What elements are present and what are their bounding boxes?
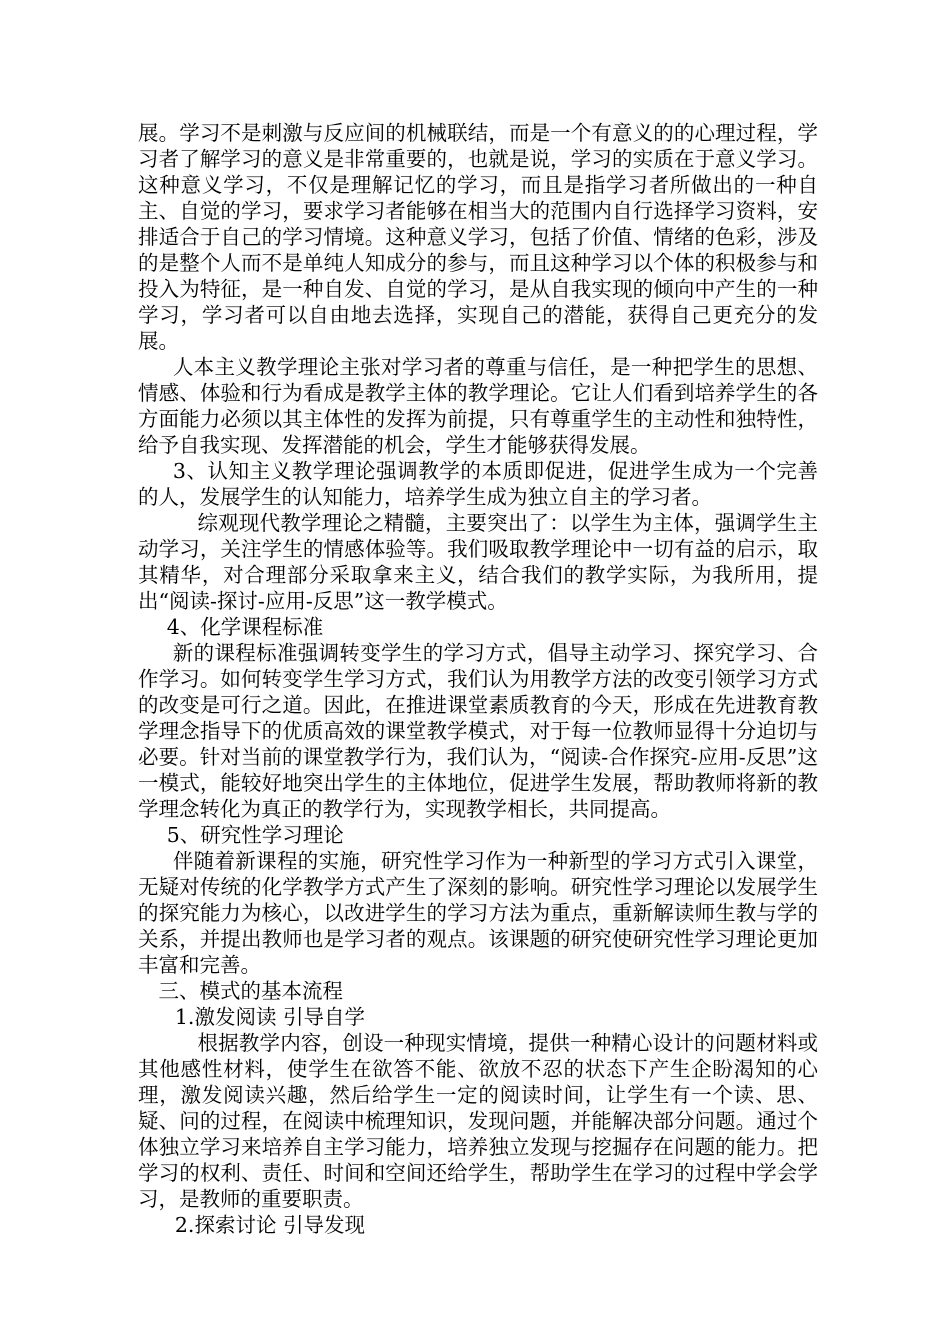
- subheading-step-2: 2.探索讨论 引导发现: [174, 1213, 365, 1237]
- heading-chemistry-curriculum-standard: 4、化学课程标准: [166, 615, 324, 639]
- paragraph-humanism-meaningful-learning: 展。学习不是刺激与反应间的机械联结，而是一个有意义的的心理过程，学习者了解学习的意义是非常重要的，也就是说，学习的实质在于意义学习。这种意义学习，不仅是理解记忆的学习，而且是指学习者所做出的一种自主、自觉的学习，要求学习者能够在相当大的范围内自行选择学习资料，安排适合于自己的学习情境。这种意义学习，包括了价值、情绪的色彩，涉及的是整个人而不是单纯人知成分的参与，而且这种学习以个体的积极参与和投入为特征，是一种自发、自觉的学习，是从自我实现的倾向中产生的一种学习，学习者可以自由地去选择，实现自己的潜能，获得自己更充分的发展。: [138, 121, 818, 353]
- subheading-step-1: 1.激发阅读 引导自学: [174, 1005, 365, 1029]
- paragraph-humanism-teaching-theory: 人本主义教学理论主张对学习者的尊重与信任，是一种把学生的思想、情感、体验和行为看成是教学主体的教学理论。它让人们看到培养学生的各方面能力必须以其主体性的发挥为前提，只有尊重学生的主动性和独特性，给予自我实现、发挥潜能的机会，学生才能够获得发展。: [138, 355, 818, 457]
- heading-basic-process: 三、模式的基本流程: [158, 979, 343, 1003]
- document-page: [138, 120, 818, 1238]
- paragraph-modern-teaching-summary: 综观现代教学理论之精髓，主要突出了：以学生为主体，强调学生主动学习，关注学生的情感体验等。我们吸取教学理论中一切有益的启示，取其精华，对合理部分采取拿来主义，结合我们的教学实际，为我所用，提出“阅读-探讨-应用-反思”这一教学模式。: [138, 511, 818, 613]
- heading-research-learning-theory: 5、研究性学习理论: [166, 823, 344, 847]
- paragraph-step-1: 根据教学内容，创设一种现实情境，提供一种精心设计的问题材料或其他感性材料，使学生在欲答不能、欲放不忍的状态下产生企盼渴知的心理，激发阅读兴趣，然后给学生一定的阅读时间，让学生有一个读、思、疑、问的过程，在阅读中梳理知识，发现问题，并能解决部分问题。通过个体独立学习来培养自主学习能力，培养独立发现与挖掘存在问题的能力。把学习的权利、责任、时间和空间还给学生，帮助学生在学习的过程中学会学习，是教师的重要职责。: [138, 1031, 818, 1211]
- paragraph-research-learning: 伴随着新课程的实施，研究性学习作为一种新型的学习方式引入课堂，无疑对传统的化学教学方式产生了深刻的影响。研究性学习理论以发展学生的探究能力为核心，以改进学生的学习方法为重点，重新解读师生教与学的关系，并提出教师也是学习者的观点。该课题的研究使研究性学习理论更加丰富和完善。: [138, 849, 818, 977]
- paragraph-cognitivism-teaching-theory: 3、认知主义教学理论强调教学的本质即促进，促进学生成为一个完善的人，发展学生的认知能力，培养学生成为独立自主的学习者。: [138, 459, 818, 509]
- paragraph-curriculum-standard: 新的课程标准强调转变学生的学习方式，倡导主动学习、探究学习、合作学习。如何转变学生学习方式，我们认为用教学方法的改变引领学习方式的改变是可行之道。因此，在推进课堂素质教育的今天，形成在先进教育教学理念指导下的优质高效的课堂教学模式，对于每一位教师显得十分迫切与必要。针对当前的课堂教学行为，我们认为，“阅读-合作探究-应用-反思”这一模式，能较好地突出学生的主体地位，促进学生发展，帮助教师将新的教学理念转化为真正的教学行为，实现教学相长，共同提高。: [138, 641, 818, 821]
